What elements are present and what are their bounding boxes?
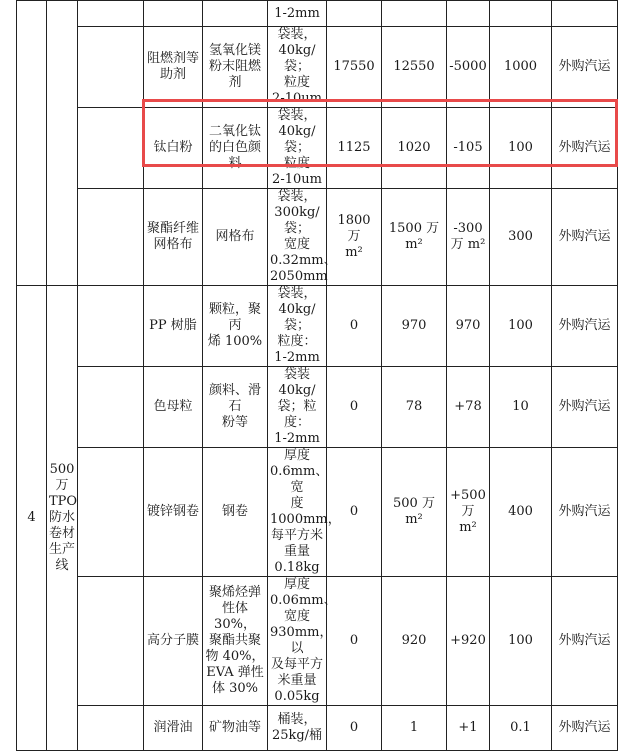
cell-v3 xyxy=(447,577,490,706)
cell-blank xyxy=(78,706,144,751)
cell-v3 xyxy=(447,1,490,27)
cell-cap xyxy=(490,448,552,577)
cell-pack-text: 袋装， 40kg/袋； 粒度 2-10um xyxy=(272,108,322,187)
cell-v3 xyxy=(447,189,490,286)
cell-v1 xyxy=(327,286,382,367)
cell-v1 xyxy=(327,189,382,286)
cell-spec xyxy=(203,367,268,448)
cell-spec xyxy=(203,448,268,577)
group-no: 4 xyxy=(27,510,36,525)
cell-spec xyxy=(203,577,268,706)
group-line-cell xyxy=(47,286,78,751)
cell-pack xyxy=(268,27,327,108)
cell-v2 xyxy=(382,286,447,367)
cell-cap xyxy=(490,577,552,706)
cell-v1 xyxy=(327,108,382,189)
cell-cap-text: 300 xyxy=(508,229,533,244)
table-row xyxy=(17,189,618,286)
cell-pack xyxy=(268,108,327,189)
cell-v2 xyxy=(382,189,447,286)
cell-name xyxy=(144,27,203,108)
cell-v1-text: 17550 xyxy=(333,59,375,74)
cell-pack-text: 袋装， 40kg/袋； 粒度： 1-2mm xyxy=(274,286,320,365)
cell-v1-text: 1800 万 m² xyxy=(337,213,371,260)
cell-spec-text: 聚烯烃弹 性体 30%， 聚酯共聚 物 40%， EVA 弹性 体 30% xyxy=(205,585,265,696)
cell-v3-text: 970 xyxy=(455,318,481,333)
cell-trans xyxy=(552,706,618,751)
table-row xyxy=(17,108,618,189)
cell-v2 xyxy=(382,27,447,108)
cell-v3-text: +1 xyxy=(458,720,478,735)
cell-name-text: 聚酯纤维 网格布 xyxy=(146,221,199,252)
cell-cap-text: 10 xyxy=(512,399,529,414)
cell-spec xyxy=(203,108,268,189)
cell-pack xyxy=(268,448,341,577)
cell-name-text: 润滑油 xyxy=(153,720,193,735)
cell-trans-text: 外购汽运 xyxy=(558,633,611,648)
cell-blank xyxy=(78,27,144,108)
cell-cap-text: 400 xyxy=(508,504,533,519)
cell-trans-text: 外购汽运 xyxy=(558,229,611,244)
cell-v2 xyxy=(382,1,447,27)
cell-v2-text: 500 万 m² xyxy=(393,496,435,527)
cell-spec xyxy=(203,286,268,367)
cell-v3 xyxy=(447,448,490,577)
cell-v2-text: 1020 xyxy=(397,140,431,155)
cell-v3-text: -5000 xyxy=(449,59,487,74)
cell-trans-text: 外购汽运 xyxy=(558,504,611,519)
cell-cap xyxy=(490,189,552,286)
cell-v1 xyxy=(327,27,382,108)
cell-spec xyxy=(203,27,268,108)
table-row xyxy=(17,286,618,367)
cell-v3-text: -300 万 m² xyxy=(450,221,486,252)
cell-trans xyxy=(552,189,618,286)
table-row xyxy=(17,1,618,27)
cell-v3-text: -105 xyxy=(453,140,483,155)
cell-pack xyxy=(268,367,327,448)
table-row xyxy=(17,27,618,108)
cell-trans xyxy=(552,108,618,189)
cell-v2 xyxy=(382,706,447,751)
cell-v3 xyxy=(447,367,490,448)
cell-trans xyxy=(552,577,618,706)
cell-blank xyxy=(78,189,144,286)
cell-v2-text: 920 xyxy=(401,633,427,648)
cell-spec-text: 二氧化钛 的白色颜 料 xyxy=(208,124,261,171)
cell-name xyxy=(144,706,203,751)
cell-blank xyxy=(78,1,144,27)
cell-cap xyxy=(490,108,552,189)
cell-v3-text: +920 xyxy=(450,633,486,648)
cell-name xyxy=(144,286,203,367)
cell-spec xyxy=(203,189,268,286)
cell-name xyxy=(144,577,203,706)
cell-spec xyxy=(203,1,268,27)
cell-v3 xyxy=(447,286,490,367)
cell-v2-text: 1 xyxy=(409,720,419,735)
cell-trans xyxy=(552,448,618,577)
cell-v3 xyxy=(447,108,490,189)
cell-v1 xyxy=(327,367,382,448)
cell-pack xyxy=(268,189,337,286)
cell-spec xyxy=(203,706,268,751)
cell-cap xyxy=(490,706,552,751)
cell-pack-text: 桶装， 25kg/桶 xyxy=(271,712,323,743)
cell-spec-text: 钢卷 xyxy=(221,504,248,519)
cell-trans xyxy=(552,367,618,448)
cell-v1-text: 0 xyxy=(349,633,359,648)
cell-spec-text: 矿物油等 xyxy=(208,720,261,735)
cell-cap xyxy=(490,1,552,27)
cell-pack-text: 厚度 0.06mm、 宽度 930mm，以 及每平方 米重量 0.05kg xyxy=(270,577,337,704)
cell-blank xyxy=(78,367,144,448)
cell-spec-text: 颜料、滑石 粉等 xyxy=(208,383,261,430)
cell-v2 xyxy=(382,577,447,706)
cell-trans-text: 外购汽运 xyxy=(558,140,611,155)
cell-name-text: 高分子膜 xyxy=(146,633,199,648)
cell-v1 xyxy=(327,1,382,27)
cell-pack-text: 袋装， 40kg/袋； 粒度 2-10um xyxy=(272,27,322,106)
cell-v2 xyxy=(382,367,447,448)
materials-table xyxy=(16,0,618,751)
prev-group-line-cell xyxy=(47,1,78,286)
cell-trans xyxy=(552,286,618,367)
cell-v1-text: 0 xyxy=(349,720,359,735)
cell-name-text: 色母粒 xyxy=(153,399,193,414)
cell-blank xyxy=(78,108,144,189)
cell-v3-text: +500 万 m² xyxy=(450,488,486,535)
cell-v1-text: 1125 xyxy=(337,140,371,155)
group-line: 500 万 TPO 防水卷材 生产线 xyxy=(49,462,78,573)
cell-v2-text: 78 xyxy=(405,399,423,414)
cell-cap xyxy=(490,286,552,367)
cell-v1-text: 0 xyxy=(349,318,359,333)
cell-trans-text: 外购汽运 xyxy=(558,399,611,414)
table-row xyxy=(17,448,618,577)
cell-trans-text: 外购汽运 xyxy=(558,59,611,74)
cell-spec-text: 网格布 xyxy=(215,229,255,244)
cell-v3 xyxy=(447,27,490,108)
cell-trans xyxy=(552,1,618,27)
cell-v2-text: 12550 xyxy=(393,59,435,74)
cell-blank xyxy=(78,577,144,706)
cell-v1-text: 0 xyxy=(349,399,359,414)
cell-blank xyxy=(78,448,144,577)
cell-v1 xyxy=(327,706,382,751)
table-row xyxy=(17,577,618,706)
cell-name xyxy=(144,189,203,286)
cell-name xyxy=(144,1,203,27)
table-row xyxy=(17,706,618,751)
cell-pack xyxy=(268,577,337,706)
cell-name xyxy=(144,367,203,448)
cell-cap-text: 100 xyxy=(508,318,533,333)
cell-trans xyxy=(552,27,618,108)
prev-group-no-cell xyxy=(17,1,47,286)
cell-name xyxy=(144,108,203,189)
cell-name xyxy=(144,448,203,577)
cell-trans-text: 外购汽运 xyxy=(558,720,611,735)
cell-name-text: PP 树脂 xyxy=(149,318,197,333)
cell-pack xyxy=(268,1,327,27)
cell-pack-text: 1-2mm xyxy=(274,5,320,21)
group-no-cell xyxy=(17,286,47,751)
cell-pack xyxy=(268,286,327,367)
cell-cap-text: 100 xyxy=(508,633,533,648)
cell-v3-text: +78 xyxy=(454,399,482,414)
cell-name-text: 镀锌钢卷 xyxy=(146,504,199,519)
cell-cap xyxy=(490,367,552,448)
cell-v2 xyxy=(382,108,447,189)
cell-name-text: 阻燃剂等 助剂 xyxy=(146,51,199,82)
cell-spec-text: 氢氧化镁 粉末阻燃 剂 xyxy=(208,43,261,90)
cell-blank xyxy=(78,286,144,367)
cell-pack-text: 厚度 0.6mm、宽 度 1000mm， 每平方米 重量 0.18kg xyxy=(270,448,341,575)
cell-trans-text: 外购汽运 xyxy=(558,318,611,333)
cell-v2-text: 1500 万 m² xyxy=(388,221,440,252)
cell-pack xyxy=(268,706,327,751)
cell-pack-text: 袋装， 300kg/袋； 宽度 0.32mm、 2050mm xyxy=(270,189,337,284)
cell-pack-text: 袋装 40kg/ 袋；粒度： 1-2mm xyxy=(274,367,320,446)
cell-cap-text: 0.1 xyxy=(510,720,531,735)
cell-cap-text: 100 xyxy=(508,140,533,155)
cell-spec-text: 颗粒，聚丙 烯 100% xyxy=(207,302,263,349)
cell-v2 xyxy=(382,448,447,577)
cell-cap xyxy=(490,27,552,108)
cell-name-text: 钛白粉 xyxy=(153,140,193,155)
table-row xyxy=(17,367,618,448)
cell-v3 xyxy=(447,706,490,751)
cell-v1-text: 0 xyxy=(349,504,359,519)
cell-cap-text: 1000 xyxy=(503,59,538,74)
cell-v2-text: 970 xyxy=(401,318,427,333)
